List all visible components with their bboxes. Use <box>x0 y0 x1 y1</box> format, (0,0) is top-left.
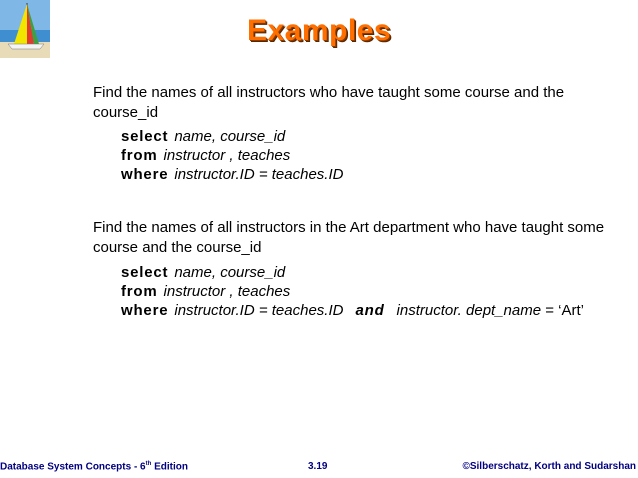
select-clause: name, course_id <box>174 128 286 145</box>
where-clause: instructor.ID = teaches.ID <box>174 166 344 183</box>
where-keyword: where <box>121 302 169 319</box>
select-clause: name, course_id <box>174 264 286 281</box>
from-keyword: from <box>121 147 158 164</box>
where-clause-part-1: instructor.ID = teaches.ID <box>174 302 344 319</box>
example-2-where-line <box>121 301 584 320</box>
example-1-select-line <box>121 127 285 146</box>
example-2-from-line <box>121 282 290 301</box>
footer-book-title-edition: Edition <box>151 461 188 473</box>
example-1-where-line <box>121 165 343 184</box>
footer-book-title-main: Database System Concepts - 6 <box>0 461 146 473</box>
example-1-prose: Find the names of all instructors who have taught some course and the course_id <box>93 84 565 121</box>
footer-book-title-sup: th <box>145 461 152 467</box>
where-clause-part-3: = ‘Art’ <box>541 302 585 319</box>
footer-book-title <box>0 461 188 472</box>
where-keyword: where <box>121 166 169 183</box>
from-keyword: from <box>121 283 158 300</box>
where-clause-part-2: instructor. dept_name <box>396 302 542 319</box>
from-clause: instructor , teaches <box>163 283 291 300</box>
slide-title: Examples <box>246 14 392 47</box>
footer-copyright: ©Silberschatz, Korth and Sudarshan <box>462 461 636 472</box>
example-2-select-line <box>121 263 285 282</box>
example-2-prose: Find the names of all instructors in the Art department who have taught some course and the course_id <box>93 219 605 256</box>
example-1-from-line <box>121 146 290 165</box>
and-keyword: and <box>355 302 385 319</box>
select-keyword: select <box>121 264 169 281</box>
select-keyword: select <box>121 128 169 145</box>
footer-page-number: 3.19 <box>308 461 328 472</box>
from-clause: instructor , teaches <box>163 147 291 164</box>
